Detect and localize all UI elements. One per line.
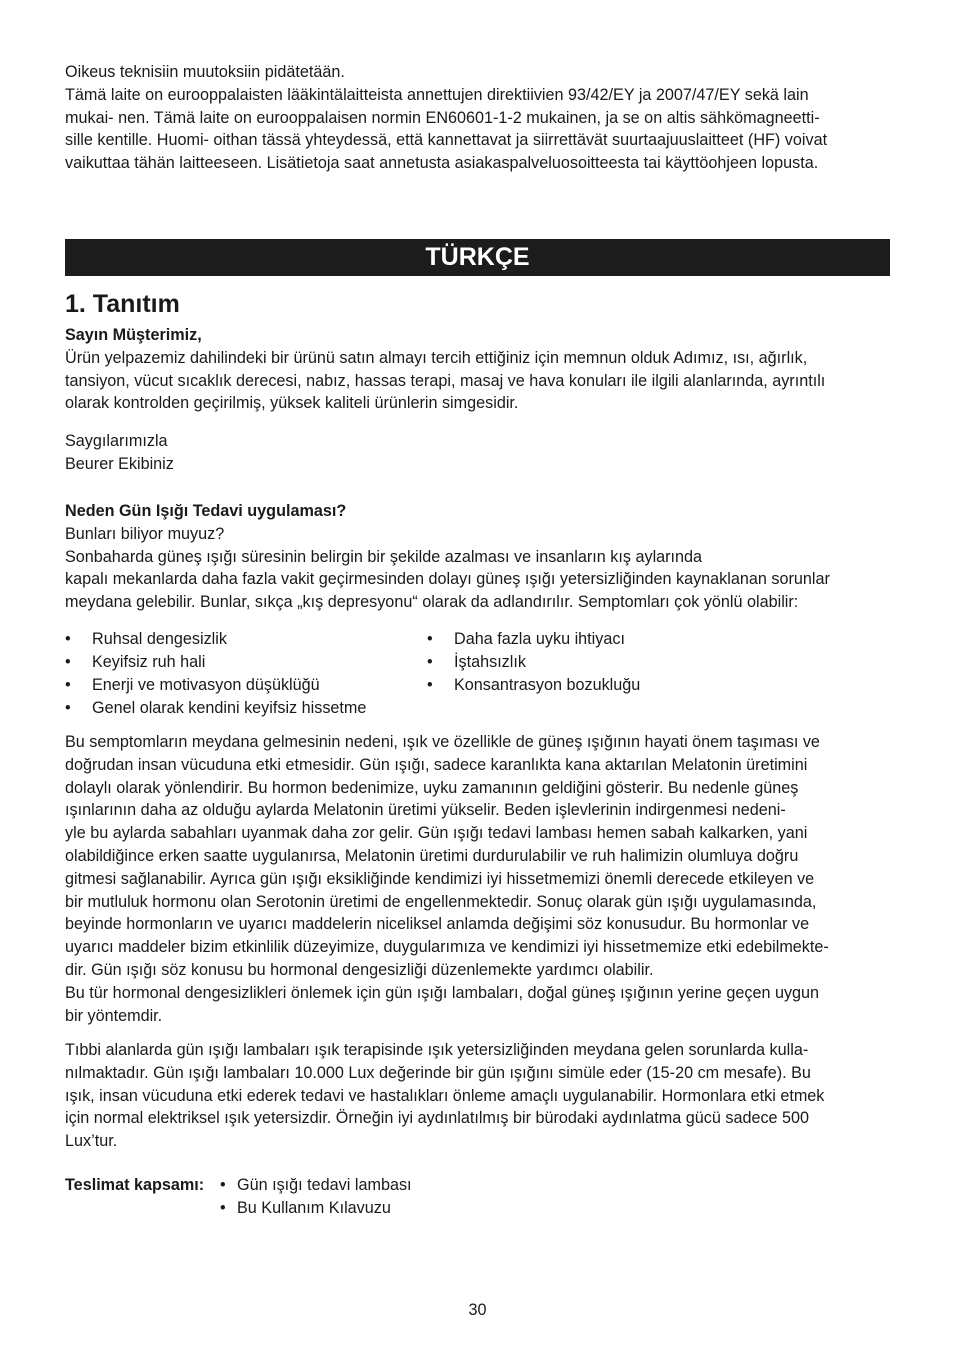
text-line: mukai- nen. Tämä laite on eurooppalaisen normin EN60601-1-2 mukainen, ja se on altis sähkömagneetti- [65,108,820,127]
why-heading: Neden Gün Işığı Tedavi uygulaması? [65,502,347,520]
text-line: ışınlarının daha az olduğu aylarda Melatonin üretimi yükselir. Beden işlevlerinin indirgenmesi nedeni- [65,801,786,820]
bullet-icon: • [427,676,433,694]
text-line: olabildiğince erken saatte uygulanırsa, Melatonin üretimi durdurulabilir ve ruh halimizin olumluya doğru [65,846,799,865]
bullet-icon: • [427,630,433,648]
text-line: Tämä laite on eurooppalaisten lääkintälaitteista annettujen direktiivien 93/42/EY ja 2007/47/EY sekä lain [65,85,809,104]
text-line: gitmesi sağlanabilir. Ayrıca gün ışığı eksikliğinde kendimizi iyi hissetmemizi önemli derecede etkileyen ve [65,869,815,888]
text-line: Tıbbi alanlarda gün ışığı lambaları ışık terapisinde ışık yetersizliğinden meydana gelen sorunlarda kulla- [65,1041,809,1059]
list-item: • Ruhsal dengesizlik [65,628,425,651]
bullet-icon: • [65,630,71,648]
signoff-line: Saygılarımızla [65,432,168,450]
text-line: beyinde hormonların ve uyarıcı maddelerin niceliksel anlamda değişimi söz konusudur. Bu hormonlar ve [65,915,810,934]
cause-paragraph [65,731,890,1027]
symptom-column-left [65,628,425,720]
text-line: ışık, insan vücuduna etki ederek tedavi ve hastalıkları önleme amaçlı uygulanabilir. Hormonlara etki etmek [65,1086,825,1105]
text-line: yle bu aylarda sabahları uyanmak daha zor gelir. Gün ışığı tedavi lambası hemen sabah kalkarken, yani [65,824,808,843]
text-line: olarak kontrolden geçirilmiş, yüksek kaliteli ürünlerin simgesidir. [65,394,519,413]
text-line: Ürün yelpazemiz dahilindeki bir ürünü satın almayı tercih ettiğiniz için memnun olduk Adımız, ısı, ağırlık, [65,348,808,367]
text-line: Bunları biliyor muyuz? [65,524,225,543]
text-line: bir mutluluk hormonu olan Serotonin üretimi de engellenmektedir. Sonuç olarak gün ışığı uygulamasında, [65,892,817,911]
text-line: dir. Gün ışığı söz konusu bu hormonal dengesizliği düzenlemekte yardımcı olabilir. [65,960,654,979]
section-title: 1. Tanıtım [65,290,180,318]
text-line: için normal elektriksel ışık yetersizdir. Örneğin iyi aydınlatılmış bir bürodaki aydınlatma gücü sadece 500 [65,1109,810,1128]
list-item: • İştahsızlık [427,651,857,674]
delivery-label: Teslimat kapsamı: [65,1176,205,1194]
text-line: bir yöntemdir. [65,1006,163,1025]
list-item: • Bu Kullanım Kılavuzu [220,1197,412,1220]
symptom-column-right [427,628,857,697]
why-block [65,500,890,614]
list-item: • Konsantrasyon bozukluğu [427,674,857,697]
signoff-line: Beurer Ekibiniz [65,454,174,473]
list-item: • Keyifsiz ruh hali [65,651,425,674]
text-line: tansiyon, vücut sıcaklık derecesi, nabız, hassas terapi, masaj ve hava konuları ile ilgili alanlarında, ayrıntılı [65,371,826,390]
bullet-icon: • [220,1199,226,1217]
language-header-bar: TÜRKÇE [65,239,890,276]
page-number: 30 [468,1301,487,1319]
list-item: • Genel olarak kendini keyifsiz hissetme [65,697,425,720]
finnish-paragraph [65,61,890,175]
text-line: Sonbaharda güneş ışığı süresinin belirgin bir şekilde azalması ve insanların kış aylarında [65,547,703,566]
medical-paragraph [65,1039,890,1153]
text-line: sille kentille. Huomi- oithan tässä yhteydessä, että kannettavat ja siirrettävät suurtaajuuslaitteet (HF) voivat [65,131,828,150]
text-line: Oikeus teknisiin muutoksiin pidätetään. [65,63,345,81]
text-line: nılmaktadır. Gün ışığı lambaları 10.000 Lux değerinde bir gün ışığını simüle eder (15-20 cm mesafe). Bu [65,1063,811,1082]
greeting: Sayın Müşterimiz, [65,326,202,344]
list-item: • Enerji ve motivasyon düşüklüğü [65,674,425,697]
signoff-block [65,430,890,476]
delivery-list [220,1174,412,1220]
text-line: Lux’tur. [65,1132,118,1151]
bullet-icon: • [220,1176,226,1194]
list-item: • Daha fazla uyku ihtiyacı [427,628,857,651]
text-line: kapalı mekanlarda daha fazla vakit geçirmesinden dolayı güneş ışığı yetersizliğinden kaynaklanan sorunlar [65,570,830,589]
text-line: vaikuttaa tähän laitteeseen. Lisätietoja saat annetusta asiakaspalveluosoitteesta tai käyttöohjeen lopusta. [65,154,819,173]
text-line: uyarıcı maddeler bizim etkinlilik düzeyimize, duygularımıza ve kendimizi iyi hissetmemize etki edebilmekte- [65,938,829,957]
intro-block [65,324,890,415]
bullet-icon: • [427,653,433,671]
bullet-icon: • [65,653,71,671]
text-line: meydana gelebilir. Bunlar, sıkça „kış depresyonu“ olarak da adlandırılır. Semptomları çok yönlü olabilir: [65,593,799,612]
text-line: doğrudan insan vücuduna etki etmesidir. Gün ışığı, sadece karanlıkta kana aktarılan Melatonin üretimini [65,755,808,774]
bullet-icon: • [65,699,71,717]
bullet-icon: • [65,676,71,694]
text-line: Bu tür hormonal dengesizlikleri önlemek için gün ışığı lambaları, doğal güneş ışığının yerine geçen uygun [65,983,820,1002]
text-line: dolaylı olarak yönlendirir. Bu hormon bedenimize, uyku zamanının geldiğini gösterir. Bu nedenle güneş [65,778,799,797]
list-item: • Gün ışığı tedavi lambası [220,1174,412,1197]
text-line: Bu semptomların meydana gelmesinin nedeni, ışık ve özellikle de güneş ışığının hayati önem taşıması ve [65,733,820,751]
